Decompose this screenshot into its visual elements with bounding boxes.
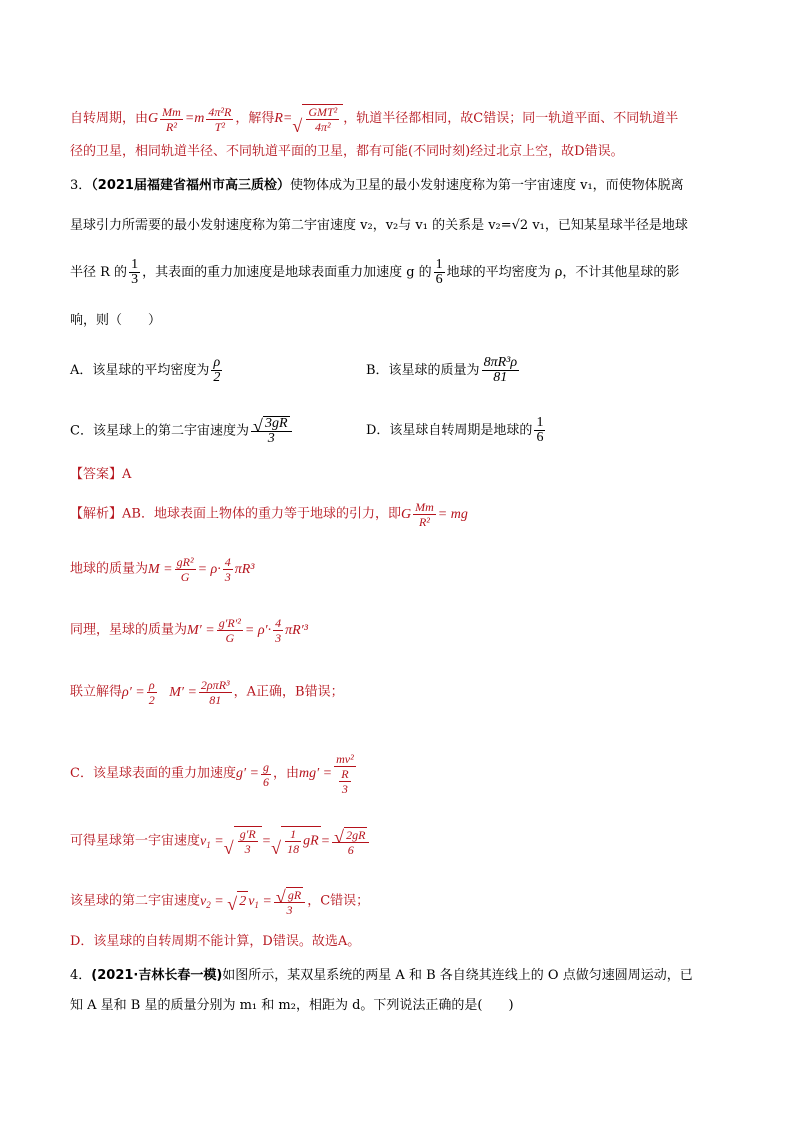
q3-line-4: 响，则（ ） [70,313,162,328]
formula-gravity: G $\frac{Mm}{\text{R²}}$ =m $\frac{\text{4π²R}}{\text{T²}}$ [148,104,232,134]
formula: √ $\frac{3gR}{3}$ [251,416,292,446]
analysis-line-7 [70,886,730,917]
q3-line-1 [70,176,730,196]
formula: $\frac{\rho}{2}$ [213,355,221,385]
text: A．该星球的平均密度为 [70,363,210,378]
analysis-line-3 [70,616,730,645]
question-source: （2021届福建省福州市高三质检） [91,178,290,193]
q3-line-3 [70,258,730,287]
formula: mg′ = $\frac{\text{mv²}}{\frac{R}{3}}$ [298,752,354,796]
text: ，由 [272,766,299,782]
formula: M = $\frac{\text{gR²}}{G}$ = ρ· $\frac{4}{3}$ πR³ [148,555,255,584]
question-source: (2021·吉林长春一模) [91,968,223,983]
answer-label: 【答案】 [70,467,123,482]
text: 联立解得 [70,684,123,700]
text: D．该星球自转周期是地球的 [366,423,533,438]
q4-line-1 [70,966,730,986]
prev-answer-line-1 [70,104,730,134]
formula: $v_1$ = √ $\frac{g'R}{3}$ = √ $\frac{1}{18}$ gR = √ $\frac{2gR}{6}$ [200,834,371,849]
text: 同理，星球的质量为 [70,622,188,638]
text: B．该星球的质量为 [366,363,480,378]
answer-value: A [122,467,132,482]
analysis-line-2 [70,555,730,584]
text: 如图所示，某双星系统的两星 A 和 B 各自绕其连线上的 O 点做匀速圆周运动，已 [222,968,693,983]
fraction-one-third: $\frac{1}{3}$ [131,257,139,287]
text: ，A正确，B错误； [233,684,344,700]
analysis-line-8: D．该星球的自转周期不能计算，D错误。故选A。 [70,934,361,949]
text: 半径 R 的 [70,265,128,280]
fraction-one-sixth: $\frac{1}{6}$ [435,257,443,287]
analysis-label: 【解析】 [70,506,123,522]
option-b [366,356,521,385]
formula: g′ = $\frac{g}{6}$ [235,759,269,789]
analysis-line-5 [70,752,730,796]
analysis-line-6 [70,826,730,857]
formula: G $\frac{Mm}{\text{R²}}$ = mg [400,500,468,529]
answer-line [70,465,730,485]
text: ，C错误； [307,893,370,909]
text: AB．地球表面上物体的重力等于地球的引力，即 [122,506,401,522]
option-a [70,356,224,385]
text: 自转周期，由 [70,111,149,127]
q3-line-2: 星球引力所需要的最小发射速度称为第二宇宙速度 v₂，v₂与 v₁ 的关系是 v₂=√2 v₁，已知某星球半径是地球 [70,218,688,233]
analysis-line-4 [70,678,730,707]
text: 该星球的第二宇宙速度 [70,893,201,909]
prev-answer-line-2: 径的卫星，相同轨道半径、不同轨道平面的卫星，都有可能(不同时刻)经过北京上空，故D错误。 [70,144,624,159]
text: 地球的质量为 [70,561,149,577]
formula: $\frac{1}{6}$ [536,415,544,445]
text: ，解得 [235,111,275,127]
text: ，其表面的重力加速度是地球表面重力加速度 g 的 [142,265,432,280]
text: C．该星球上的第二宇宙速度为 [70,423,249,439]
question-number: 3． [70,178,92,193]
question-number: 4． [70,968,92,983]
text: 使物体成为卫星的最小发射速度称为第一宇宙速度 v₁，而使物体脱离 [289,178,684,193]
option-d [366,416,547,445]
text: 可得星球第一宇宙速度 [70,833,201,849]
q4-line-2: 知 A 星和 B 星的质量分别为 m₁ 和 m₂，相距为 d。下列说法正确的是( ) [70,998,514,1013]
formula-radius: R= √ $\frac{\text{GMT²}}{\text{4π²}}$ [274,111,343,126]
formula: $v_2$ = √ 2 $v_1$ = √ $\frac{gR}{3}$ [200,894,307,909]
formula: ρ′ = $\frac{\rho}{2}$ M′ = $\frac{\text{2ρπR³}}{81}$ [122,678,230,707]
formula: M′ = $\frac{\text{g′R′²}}{G}$ = ρ′· $\frac{4}{3}$ πR′³ [187,616,308,645]
text: ，轨道半径都相同，故C错误；同一轨道平面、不同轨道半 [343,111,679,127]
analysis-line-1 [70,500,730,529]
formula: $\frac{\text{8πR³ρ}}{81}$ [483,355,518,385]
text: C．该星球表面的重力加速度 [70,766,236,782]
text: 地球的平均密度为 ρ，不计其他星球的影 [446,265,680,280]
option-c [70,416,294,446]
